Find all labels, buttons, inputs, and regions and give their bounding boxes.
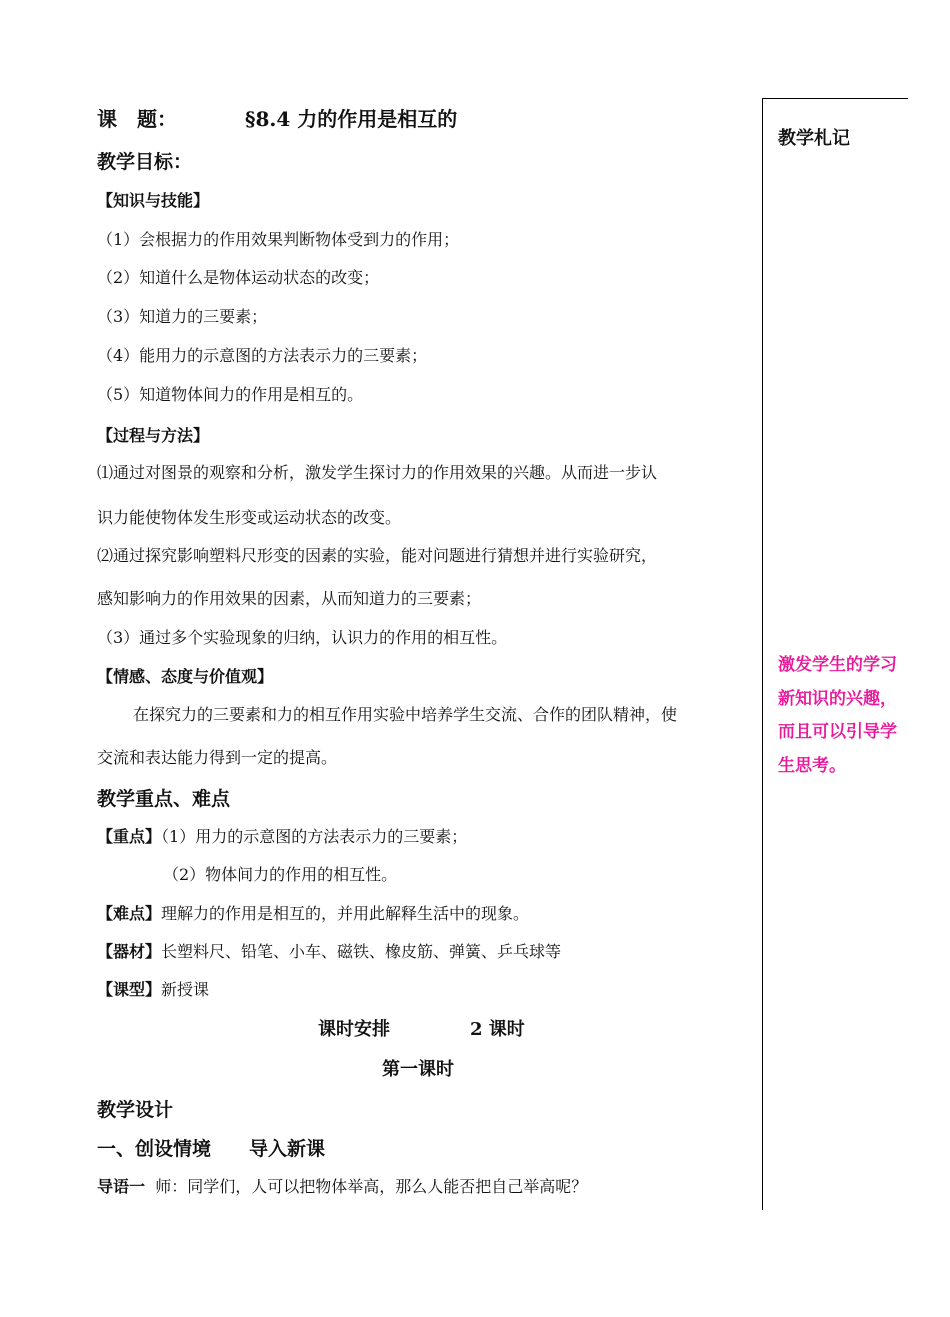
- goals-heading: 教学目标：: [97, 151, 193, 173]
- sidebar-note-line: 生思考。: [778, 756, 846, 776]
- equipment-row: [97, 939, 561, 962]
- focus-item: （1）用力的示意图的方法表示力的三要素；: [161, 827, 468, 846]
- knowledge-item: （4）能用力的示意图的方法表示力的三要素；: [97, 346, 428, 365]
- lesson-label: 课 题：: [97, 107, 177, 131]
- first-period-heading: 第一课时: [382, 1059, 454, 1080]
- sidebar-top-border: [762, 98, 908, 99]
- knowledge-item: （3）知道力的三要素；: [97, 307, 268, 326]
- lesson-title: §8.4 力的作用是相互的: [245, 107, 458, 131]
- focus-item: （2）物体间力的作用的相互性。: [163, 865, 398, 884]
- sidebar-note-line: 而且可以引导学: [778, 722, 897, 742]
- process-line: 识力能使物体发生形变或运动状态的改变。: [97, 508, 402, 527]
- difficulty-row: [97, 901, 529, 924]
- type-row: [97, 977, 209, 1000]
- emotion-line: 在探究力的三要素和力的相互作用实验中培养学生交流、合作的团队精神，使: [133, 705, 678, 724]
- process-line: ⑵通过探究影响塑料尺形变的因素的实验，能对问题进行猜想并进行实验研究，: [97, 546, 658, 565]
- process-line: （3）通过多个实验现象的归纳，认识力的作用的相互性。: [97, 628, 508, 647]
- section-1-heading: 一、创设情境 导入新课: [97, 1138, 326, 1160]
- type-label: 【课型】: [97, 980, 162, 999]
- sidebar-note-line: 激发学生的学习: [778, 655, 897, 675]
- equipment-label: 【器材】: [97, 942, 162, 961]
- design-heading: 教学设计: [97, 1099, 174, 1121]
- knowledge-item: （5）知道物体间力的作用是相互的。: [97, 385, 364, 404]
- schedule-value: 2 课时: [470, 1019, 525, 1040]
- process-line: ⑴通过对图景的观察和分析，激发学生探讨力的作用效果的兴趣。从而进一步认: [97, 463, 658, 482]
- knowledge-item: （1）会根据力的作用效果判断物体受到力的作用；: [97, 230, 460, 249]
- knowledge-item: （2）知道什么是物体运动状态的改变；: [97, 268, 380, 287]
- knowledge-heading: 【知识与技能】: [97, 191, 210, 210]
- difficulty-text: 理解力的作用是相互的，并用此解释生活中的现象。: [161, 904, 530, 923]
- sidebar-note-line: 新知识的兴趣，: [778, 689, 897, 709]
- sidebar-left-border: [762, 98, 763, 1210]
- type-text: 新授课: [161, 980, 210, 999]
- focus-row: [97, 824, 467, 847]
- difficulty-label: 【难点】: [97, 904, 162, 923]
- intro-row: [97, 1174, 587, 1197]
- schedule-label: 课时安排: [318, 1019, 390, 1040]
- process-line: 感知影响力的作用效果的因素，从而知道力的三要素；: [97, 589, 482, 608]
- focus-label: 【重点】: [97, 827, 162, 846]
- emotion-line: 交流和表达能力得到一定的提高。: [97, 748, 338, 767]
- process-heading: 【过程与方法】: [97, 426, 210, 445]
- intro-text: 师：同学们，人可以把物体举高，那么人能否把自己举高呢？: [155, 1177, 588, 1196]
- emotion-heading: 【情感、态度与价值观】: [97, 667, 274, 686]
- key-points-heading: 教学重点、难点: [97, 788, 231, 810]
- sidebar-title: 教学札记: [778, 128, 850, 149]
- intro-label: 导语一: [97, 1177, 146, 1196]
- equipment-text: 长塑料尺、铅笔、小车、磁铁、橡皮筋、弹簧、乒乓球等: [161, 942, 562, 961]
